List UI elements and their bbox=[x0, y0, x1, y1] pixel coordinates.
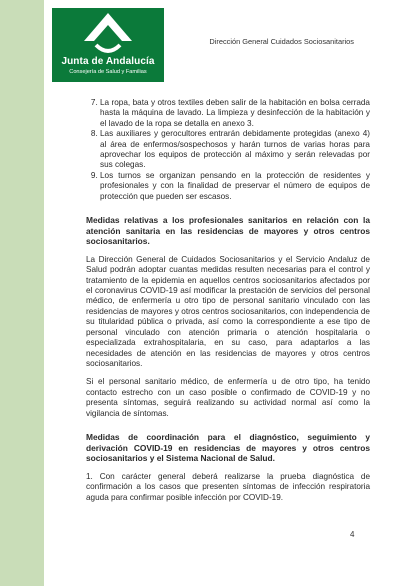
logo-title: Junta de Andalucía bbox=[61, 56, 155, 67]
logo-subtitle: Consejería de Salud y Familias bbox=[69, 69, 147, 75]
junta-andalucia-logo-icon bbox=[82, 11, 134, 55]
section-heading: Medidas de coordinación para el diagnóstico, seguimiento y derivación COVID-19 en residencias de mayores y otros centros sociosanitarios y el Sistema Nacional de Salud. bbox=[86, 431, 370, 464]
document-body bbox=[86, 98, 370, 511]
paragraph: Si el personal sanitario médico, de enfermería u de otro tipo, ha tenido contacto estrecho con un caso posible o confirmado de COVID-19 y no presenta síntomas, seguirá realizando su actividad normal así como la vigilancia de síntomas. bbox=[86, 377, 370, 418]
department-title: Dirección General Cuidados Sociosanitarios bbox=[209, 37, 354, 46]
numbered-list bbox=[86, 98, 370, 202]
list-item: 9. Los turnos se organizan pensando en la protección de residentes y profesionales y con la finalidad de preservar el número de equipos de protección que pueden ser escasos. bbox=[100, 171, 370, 202]
list-item: 7. La ropa, bata y otros textiles deben salir de la habitación en bolsa cerrada hasta la máquina de lavado. La limpieza y desinfección de la habitación y el lavado de la ropa se detalla en anexo 3. bbox=[100, 98, 370, 129]
decorative-sidebar bbox=[0, 0, 44, 586]
list-item: 8. Las auxiliares y gerocultores entrarán debidamente protegidas (anexo 4) al área de enfermos/sospechosos y harán turnos de varias horas para aprovechar los equipos de protección al máximo y serán relevadas por sus colegas. bbox=[100, 129, 370, 171]
logo bbox=[52, 8, 164, 82]
paragraph: La Dirección General de Cuidados Sociosanitarios y el Servicio Andaluz de Salud podrán adoptar cuantas medidas resulten necesarias para el control y tratamiento de la epidemia en aquellos centros sociosanitarios afectados por el coronavirus COVID-19 así modificar la prestación de servicios del personal médico, de enfermería u otro tipo de personal sanitario vinculado con las residencias de mayores y otros centros sociosanitarios, con independencia de su titularidad pública o privada, así como la correspondiente a ese tipo de personal vinculado con atención primaria o atención hospitalaria o especializada extrahospitalaria, en su caso, para adaptarlos a las necesidades de atención en las residencias de mayores y otros centros sociosanitarios. bbox=[86, 254, 370, 368]
paragraph: 1. Con carácter general deberá realizarse la prueba diagnóstica de confirmación a los casos que presenten síntomas de infección respiratoria aguda para confirmar posible infección por COVID-19. bbox=[86, 471, 370, 502]
page-number: 4 bbox=[350, 530, 355, 539]
section-heading: Medidas relativas a los profesionales sanitarios en relación con la atención sanitaria en las residencias de mayores y otros centros sociosanitarios. bbox=[86, 215, 370, 247]
